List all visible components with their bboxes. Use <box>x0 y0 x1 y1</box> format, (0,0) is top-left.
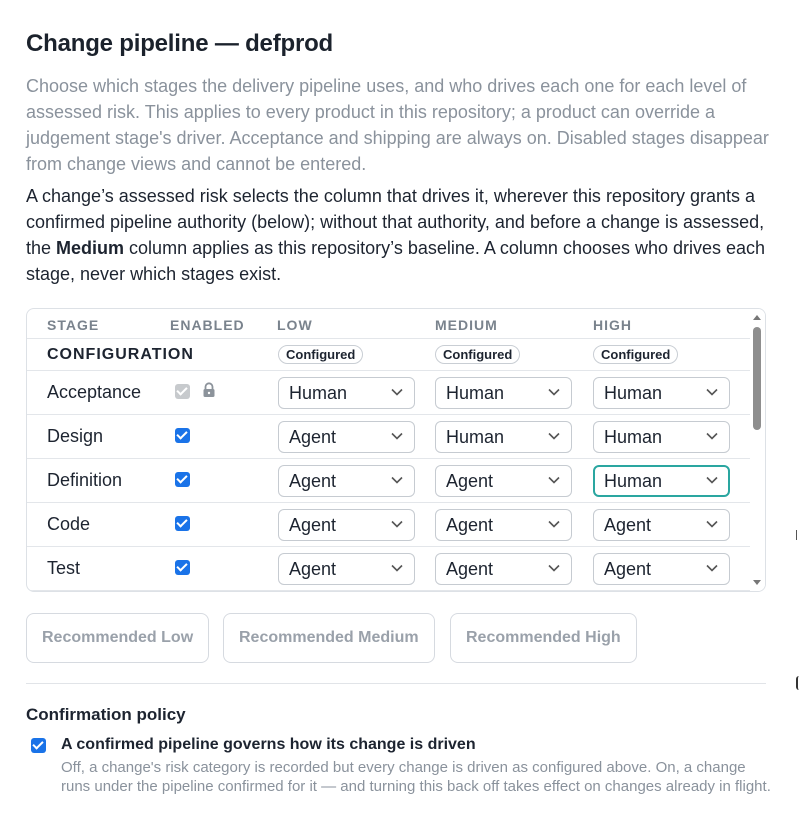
driver-select-medium[interactable] <box>435 377 572 409</box>
driver-select-high[interactable] <box>593 509 730 541</box>
select-value: Agent <box>446 559 494 579</box>
dialog-explanation <box>26 183 771 287</box>
stage-name: Definition <box>47 470 123 490</box>
status-badge-medium: Configured <box>435 345 520 364</box>
driver-select-medium[interactable] <box>435 509 572 541</box>
scroll-up-icon[interactable] <box>753 315 761 320</box>
driver-select-high[interactable] <box>593 421 730 453</box>
header-stage: STAGE <box>47 317 100 333</box>
header-medium: MEDIUM <box>435 317 498 333</box>
table-row-design <box>27 415 751 459</box>
confirmation-policy-checkbox[interactable] <box>31 738 46 753</box>
chevron-down-icon <box>391 388 403 396</box>
explanation-part-1: A change’s assessed risk selects the column that drives it, wherever this repository grants a confirmed pipeline authority (below); without that authority, and before a change is assessed, the <box>26 186 765 258</box>
header-enabled: ENABLED <box>170 317 245 333</box>
table-row-acceptance <box>27 371 751 415</box>
enabled-checkbox[interactable] <box>175 472 190 487</box>
table-row-test <box>27 547 751 591</box>
stage-name: Design <box>47 426 104 446</box>
select-value: Agent <box>289 471 337 491</box>
stage-name: Code <box>47 514 91 534</box>
chevron-down-icon <box>706 564 718 572</box>
chevron-down-icon <box>391 564 403 572</box>
header-high: HIGH <box>593 317 632 333</box>
chevron-down-icon <box>391 432 403 440</box>
dialog-intro: Choose which stages the delivery pipeline uses, and who drives each one for each level of assessed risk. This applies to every product in this repository; a product can override a judgement stage's driver. Acceptance and shipping are always on. Disabled stages disappear from change views and cannot be entered. <box>26 76 769 174</box>
select-value: Human <box>604 427 663 447</box>
table-scrollbar[interactable] <box>750 309 765 591</box>
table-row-code <box>27 503 751 547</box>
status-badge-low: Configured <box>278 345 363 364</box>
chevron-down-icon <box>706 476 718 484</box>
driver-select-medium[interactable] <box>435 465 572 497</box>
configuration-label: CONFIGURATION <box>47 346 194 363</box>
select-value: Human <box>446 383 505 403</box>
dialog-title: Change pipeline — defprod <box>26 30 334 57</box>
scroll-down-icon[interactable] <box>753 580 761 585</box>
status-badge-high: Configured <box>593 345 678 364</box>
chevron-down-icon <box>706 520 718 528</box>
chevron-down-icon <box>548 388 560 396</box>
chevron-down-icon <box>706 432 718 440</box>
select-value: Human <box>604 471 663 491</box>
chevron-down-icon <box>548 476 560 484</box>
chevron-down-icon <box>548 432 560 440</box>
chevron-down-icon <box>548 564 560 572</box>
explanation-bold: Medium <box>56 238 125 258</box>
explanation-part-2: column applies as this repository’s baseline. A column chooses who drives each stage, never which stages exist. <box>26 238 766 284</box>
driver-select-high[interactable] <box>593 553 730 585</box>
select-value: Human <box>289 383 348 403</box>
select-value: Agent <box>289 559 337 579</box>
policy-title: Confirmation policy <box>26 705 186 724</box>
driver-select-high[interactable] <box>593 465 730 497</box>
select-value: Human <box>446 427 505 447</box>
chevron-down-icon <box>391 520 403 528</box>
select-value: Agent <box>604 515 652 535</box>
divider <box>26 683 766 684</box>
chevron-down-icon <box>391 476 403 484</box>
driver-select-low[interactable] <box>278 377 415 409</box>
chevron-down-icon <box>706 388 718 396</box>
table-header <box>27 309 751 339</box>
select-value: Agent <box>289 427 337 447</box>
driver-select-low[interactable] <box>278 421 415 453</box>
stage-name: Test <box>47 558 81 578</box>
driver-select-low[interactable] <box>278 553 415 585</box>
select-value: Agent <box>289 515 337 535</box>
enabled-checkbox[interactable] <box>175 516 190 531</box>
configuration-row <box>27 339 751 371</box>
scrollbar-thumb[interactable] <box>753 327 761 430</box>
enabled-checkbox[interactable] <box>175 428 190 443</box>
header-low: LOW <box>277 317 313 333</box>
enabled-checkbox[interactable] <box>175 560 190 575</box>
driver-select-low[interactable] <box>278 509 415 541</box>
recommended-low-button[interactable]: Recommended Low <box>26 613 209 663</box>
driver-select-high[interactable] <box>593 377 730 409</box>
lock-icon <box>202 382 216 398</box>
driver-select-medium[interactable] <box>435 553 572 585</box>
confirmation-policy-help: Off, a change's risk category is recorded but every change is driven as configured above. On, a change runs under the pipeline confirmed for it — and turning this back off takes effect on changes already in flight. <box>61 759 771 795</box>
chevron-down-icon <box>548 520 560 528</box>
stage-name: Acceptance <box>47 382 142 402</box>
select-value: Agent <box>446 471 494 491</box>
driver-select-medium[interactable] <box>435 421 572 453</box>
enabled-checkbox <box>175 384 190 399</box>
window-edge <box>792 0 799 823</box>
stage-table <box>26 308 766 592</box>
recommended-medium-button[interactable]: Recommended Medium <box>223 613 435 663</box>
select-value: Human <box>604 383 663 403</box>
select-value: Agent <box>604 559 652 579</box>
recommended-high-button[interactable]: Recommended High <box>450 613 637 663</box>
select-value: Agent <box>446 515 494 535</box>
table-row-definition <box>27 459 751 503</box>
driver-select-low[interactable] <box>278 465 415 497</box>
confirmation-policy-label[interactable]: A confirmed pipeline governs how its change is driven <box>61 736 476 753</box>
